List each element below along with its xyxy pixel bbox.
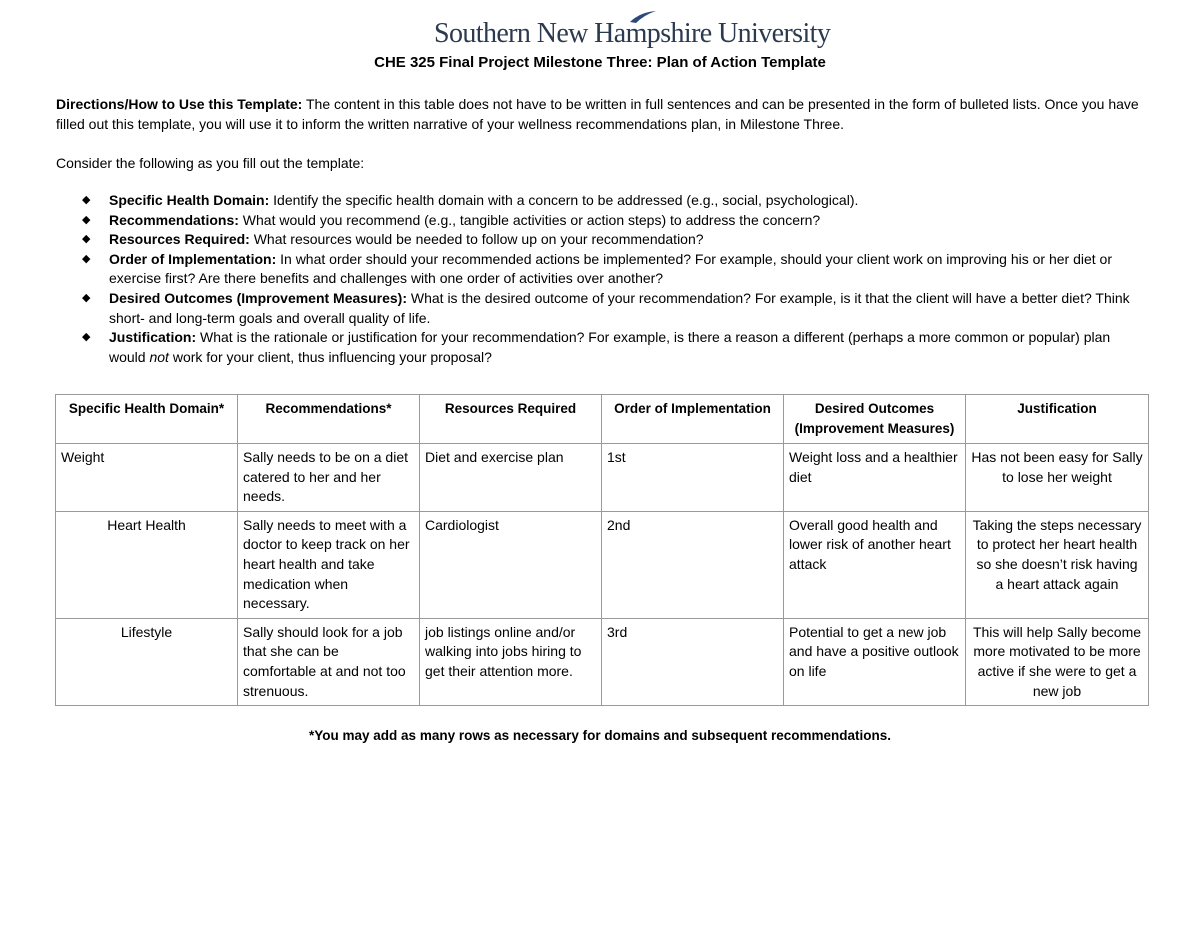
table-cell: Taking the steps necessary to protect her heart health so she doesn’t risk having a heart attack again (966, 511, 1149, 618)
list-item (56, 328, 1146, 367)
snhu-logo (434, 14, 831, 50)
table-cell: Sally should look for a job that she can be comfortable at and not too strenuous. (238, 618, 420, 705)
bullet-text: In what order should your recommended actions be implemented? For example, should your client work on improving his or her diet or exercise first? Are there benefits and challenges with one order of activities over another? (109, 250, 1112, 287)
table-cell: This will help Sally become more motivated to be more active if she were to get a new job (966, 618, 1149, 705)
bullet-text: What is the rationale or justification for your recommendation? For example, is there a reason a different (perhaps a more common or popular) plan would (109, 329, 1111, 365)
bullet-text: Identify the specific health domain with a concern to be addressed (e.g., social, psychological). (269, 192, 859, 208)
table-row (56, 511, 1149, 618)
table-cell: 1st (602, 444, 784, 512)
table-cell: Diet and exercise plan (420, 444, 602, 512)
column-header: Recommendations* (238, 395, 420, 444)
table-header-row (56, 395, 1149, 444)
bullet-label: Resources Required: (109, 231, 250, 248)
list-item (56, 191, 1146, 211)
list-item (56, 289, 1146, 328)
table-cell: Weight (56, 444, 238, 512)
table-row (56, 444, 1149, 512)
directions-text: The content in this table does not have to be written in full sentences and can be presented in the form of bulleted lists. Once you have filled out this template, you will use it to inform the written narrative of your wellness recommendations plan, in Milestone Three. (56, 96, 1139, 132)
bullet-text: What resources would be needed to follow up on your recommendation? (249, 231, 704, 248)
column-header: Justification (966, 395, 1149, 444)
bullet-label: Order of Implementation: (109, 250, 277, 267)
table-cell: 3rd (602, 618, 784, 705)
bullet-icon: ◆ (82, 252, 91, 265)
table-cell: Lifestyle (56, 618, 238, 705)
bullet-icon: ◆ (82, 233, 91, 246)
directions-paragraph (56, 94, 1156, 134)
table-row (56, 618, 1149, 705)
table-cell: job listings online and/or walking into jobs hiring to get their attention more. (420, 618, 602, 705)
bullet-label: Specific Health Domain: (109, 192, 270, 208)
table-cell: Potential to get a new job and have a positive outlook on life (784, 618, 966, 705)
column-header: Desired Outcomes (Improvement Measures) (784, 395, 966, 444)
bullet-label: Desired Outcomes (Improvement Measures): (109, 289, 407, 306)
bullet-icon: ◆ (82, 291, 91, 304)
table-footnote: *You may add as many rows as necessary for domains and subsequent recommendations. (309, 728, 891, 743)
table-cell: 2nd (602, 511, 784, 618)
table-cell: Heart Health (56, 511, 238, 618)
table-cell: Weight loss and a healthier diet (784, 444, 966, 512)
logo-text: Southern New Hampshire University (434, 18, 831, 49)
bullet-label: Recommendations: (109, 211, 239, 228)
bullet-text: work for your client, thus influencing your proposal? (168, 348, 492, 365)
page-title: CHE 325 Final Project Milestone Three: Plan of Action Template (374, 54, 826, 71)
column-header: Order of Implementation (602, 395, 784, 444)
list-item (56, 211, 1146, 231)
column-header: Resources Required (420, 395, 602, 444)
table-cell: Has not been easy for Sally to lose her weight (966, 444, 1149, 512)
table-cell: Sally needs to be on a diet catered to her and her needs. (238, 444, 420, 512)
directions-label: Directions/How to Use this Template: (56, 96, 303, 112)
bullet-icon: ◆ (82, 213, 91, 226)
list-item (56, 250, 1146, 289)
bullet-icon: ◆ (82, 194, 91, 206)
table-cell: Cardiologist (420, 511, 602, 618)
list-item (56, 230, 1146, 250)
table-cell: Sally needs to meet with a doctor to keep track on her heart health and take medication when necessary. (238, 511, 420, 618)
table-cell: Overall good health and lower risk of another heart attack (784, 511, 966, 618)
bullet-text: What would you recommend (e.g., tangible activities or action steps) to address the concern? (238, 211, 821, 228)
bullet-label: Justification: (109, 329, 197, 346)
plan-of-action-table (55, 394, 1149, 706)
bullet-text: What is the desired outcome of your recommendation? For example, is it that the client will have a better diet? Think short- and long-term goals and overall quality of life. (109, 289, 1130, 326)
guidance-list (56, 191, 1146, 367)
column-header: Specific Health Domain* (56, 395, 238, 444)
consider-text: Consider the following as you fill out the template: (56, 155, 365, 171)
bullet-emphasis: not (149, 348, 169, 365)
bullet-icon: ◆ (82, 331, 91, 344)
